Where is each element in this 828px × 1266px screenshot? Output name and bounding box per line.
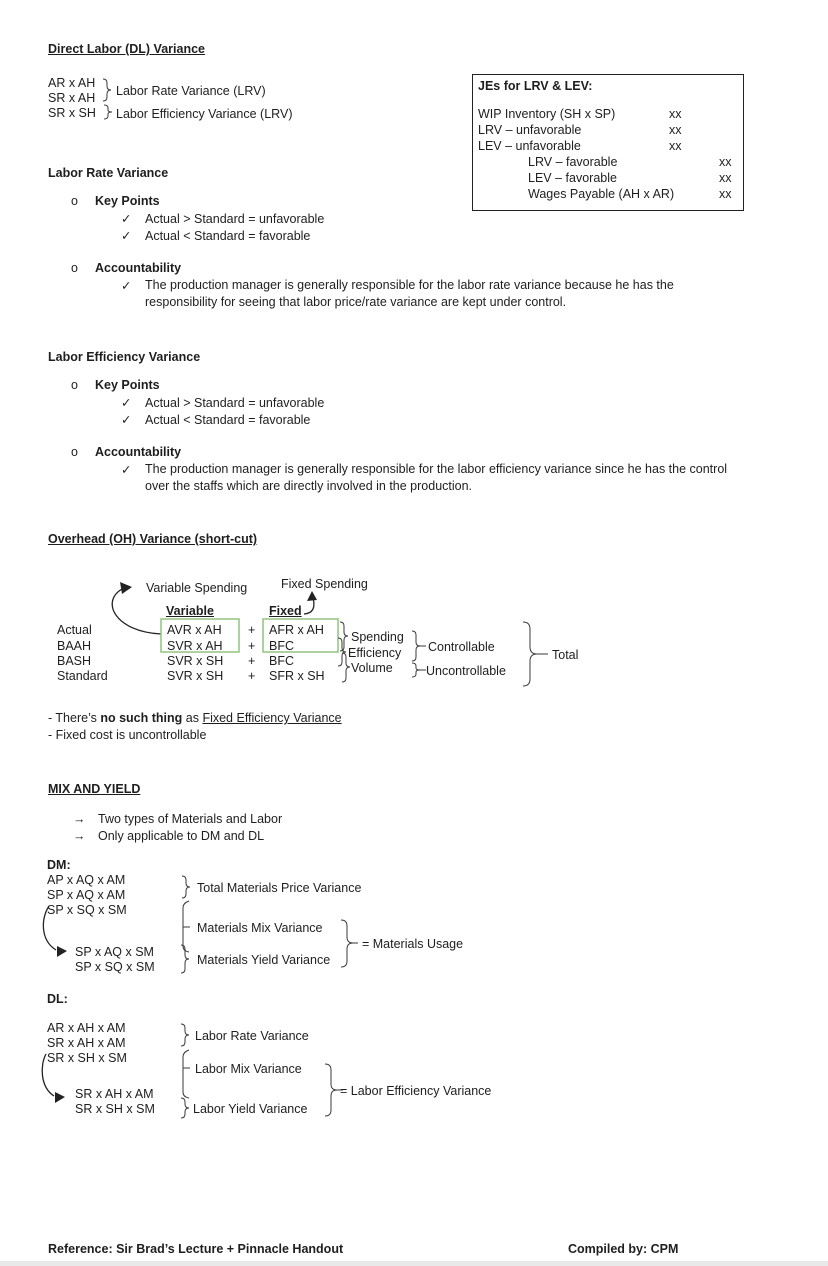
plus-sign: + — [248, 654, 256, 668]
page-bottom-edge — [0, 1261, 828, 1266]
oh-fixed-cell: BFC — [269, 654, 294, 668]
spending-variance-label: Spending — [351, 630, 404, 644]
note-line-2: - Fixed cost is uncontrollable — [48, 728, 207, 742]
oh-diagram-graphics — [40, 570, 560, 695]
dl-variance-braces — [98, 72, 122, 128]
accountability-title: Accountability — [95, 261, 182, 275]
dm-formula-row: AP x AQ x AM — [47, 873, 126, 887]
dl-formula-row-indented: SR x SH x SM — [75, 1102, 155, 1116]
efficiency-variance-label: Efficiency — [348, 646, 402, 660]
check-icon: ✓ — [121, 212, 132, 226]
dl-formula-row: AR x AH x AM — [47, 1021, 126, 1035]
je-account: LEV – unfavorable — [478, 139, 581, 153]
dl-formula-row: SR x SH — [48, 106, 96, 120]
oh-variable-cell: SVR x SH — [167, 654, 224, 668]
je-entry — [473, 187, 743, 201]
variable-spending-arrow — [112, 589, 161, 634]
brace-lev — [104, 105, 112, 119]
dl-variance-title: Direct Labor (DL) Variance — [48, 42, 205, 56]
lrv-label: Labor Rate Variance (LRV) — [116, 84, 266, 98]
materials-mix-variance-label: Materials Mix Variance — [197, 921, 323, 935]
lev-section-title: Labor Efficiency Variance — [48, 350, 201, 364]
brace-spending — [340, 622, 348, 651]
key-points-title: Key Points — [95, 378, 160, 392]
lev-label: Labor Efficiency Variance (LRV) — [116, 107, 293, 121]
note-text: as — [182, 711, 203, 725]
check-icon: ✓ — [121, 229, 132, 243]
bracket-materials-mix — [183, 901, 190, 952]
variable-spending-label: Variable Spending — [146, 581, 248, 595]
je-account: LRV – favorable — [528, 155, 618, 169]
brace-lrv — [103, 79, 111, 101]
dl-diagram-graphics — [40, 1015, 360, 1125]
brace-uncontrollable — [412, 663, 426, 677]
je-entry — [473, 171, 743, 185]
oh-row-label: BASH — [57, 654, 92, 668]
brace-labor-rate — [181, 1024, 189, 1046]
fixed-highlight-box — [263, 619, 338, 652]
je-entry — [473, 155, 743, 169]
note-bold-text: no such thing — [100, 711, 183, 725]
check-icon: ✓ — [121, 279, 132, 293]
labor-efficiency-variance-label: = Labor Efficiency Variance — [340, 1084, 492, 1098]
je-debit: xx — [669, 123, 682, 137]
note-text: - There’s — [48, 711, 101, 725]
note-underline-text: Fixed Efficiency Variance — [202, 711, 342, 725]
mix-yield-bullet: Two types of Materials and Labor — [98, 812, 283, 826]
arrow-bullet-icon: → — [73, 812, 86, 826]
check-icon: ✓ — [121, 463, 132, 477]
accountability-title: Accountability — [95, 445, 182, 459]
je-box — [472, 74, 744, 211]
je-entry — [473, 123, 743, 137]
accountability-text: The production manager is generally responsible for the labor efficiency variance since he has the control — [145, 462, 728, 476]
volume-variance-label: Volume — [351, 661, 393, 675]
mix-yield-title: MIX AND YIELD — [48, 782, 141, 796]
je-debit: xx — [669, 107, 682, 121]
fixed-spending-label: Fixed Spending — [281, 577, 368, 591]
je-credit: xx — [719, 187, 732, 201]
brace-materials-usage — [341, 920, 358, 967]
lrv-section-title: Labor Rate Variance — [48, 166, 169, 180]
je-account: WIP Inventory (SH x SP) — [478, 107, 616, 121]
brace-total — [523, 622, 548, 686]
materials-usage-label: = Materials Usage — [362, 937, 464, 951]
dl-formula-row: SR x SH x SM — [47, 1051, 127, 1065]
brace-materials-yield — [181, 945, 189, 973]
je-account: Wages Payable (AH x AR) — [528, 187, 675, 201]
labor-rate-variance-label: Labor Rate Variance — [195, 1029, 309, 1043]
brace-volume — [342, 653, 350, 682]
oh-row-label: BAAH — [57, 639, 92, 653]
circle-bullet: o — [71, 194, 78, 208]
footer-compiled-by: Compiled by: CPM — [568, 1242, 679, 1256]
je-credit: xx — [719, 155, 732, 169]
key-point: Actual < Standard = favorable — [145, 229, 311, 243]
plus-sign: + — [248, 669, 256, 683]
accountability-text: over the staffs which are directly involved in the production. — [145, 479, 473, 493]
brace-efficiency — [338, 638, 346, 666]
plus-sign: + — [248, 639, 256, 653]
labor-mix-variance-label: Labor Mix Variance — [195, 1062, 302, 1076]
circle-bullet: o — [71, 378, 78, 392]
je-account: LRV – unfavorable — [478, 123, 582, 137]
dm-formula-row: SP x SQ x SM — [47, 903, 127, 917]
oh-fixed-cell: AFR x AH — [269, 623, 324, 637]
variable-column-header: Variable — [166, 604, 214, 618]
accountability-text: The production manager is generally responsible for the labor rate variance because he has the — [145, 278, 674, 292]
mix-yield-bullet: Only applicable to DM and DL — [98, 829, 265, 843]
oh-row-label: Standard — [57, 669, 108, 683]
total-label: Total — [552, 648, 579, 662]
brace-materials-price — [182, 876, 190, 898]
circle-bullet: o — [71, 261, 78, 275]
dm-formula-row: SP x AQ x AM — [47, 888, 126, 902]
key-point: Actual < Standard = favorable — [145, 413, 311, 427]
dm-title: DM: — [47, 858, 71, 872]
dl-arrowhead — [55, 1092, 65, 1103]
oh-variance-title: Overhead (OH) Variance (short-cut) — [48, 532, 258, 546]
je-credit: xx — [719, 171, 732, 185]
materials-yield-variance-label: Materials Yield Variance — [197, 953, 331, 967]
brace-labor-yield — [181, 1098, 189, 1118]
materials-price-variance-label: Total Materials Price Variance — [197, 881, 362, 895]
dm-diagram-graphics — [40, 870, 380, 980]
je-entry — [473, 139, 743, 153]
bracket-labor-mix — [183, 1050, 190, 1098]
dl-curved-arrow — [42, 1054, 54, 1096]
dl-formula-row-indented: SR x AH x AM — [75, 1087, 154, 1101]
plus-sign: + — [248, 623, 256, 637]
dm-arrowhead — [57, 946, 67, 957]
je-debit: xx — [669, 139, 682, 153]
controllable-label: Controllable — [428, 640, 495, 654]
check-icon: ✓ — [121, 396, 132, 410]
note-line-1 — [48, 711, 342, 725]
dm-formula-row-indented: SP x AQ x SM — [75, 945, 154, 959]
uncontrollable-label: Uncontrollable — [426, 664, 506, 678]
footer-reference: Reference: Sir Brad’s Lecture + Pinnacle Handout — [48, 1242, 344, 1256]
oh-fixed-cell: BFC — [269, 639, 294, 653]
key-point: Actual > Standard = unfavorable — [145, 212, 325, 226]
oh-variable-cell: AVR x AH — [167, 623, 222, 637]
oh-variable-cell: SVR x AH — [167, 639, 223, 653]
dl-title: DL: — [47, 992, 68, 1006]
accountability-text: responsibility for seeing that labor price/rate variance are kept under control. — [145, 295, 567, 309]
brace-labor-efficiency — [325, 1064, 343, 1116]
oh-row-label: Actual — [57, 623, 92, 637]
fixed-spending-arrowhead — [307, 591, 317, 601]
dm-curved-arrow — [43, 906, 56, 950]
je-account: LEV – favorable — [528, 171, 617, 185]
oh-fixed-cell: SFR x SH — [269, 669, 325, 683]
brace-controllable — [412, 631, 426, 661]
oh-variable-cell: SVR x SH — [167, 669, 224, 683]
key-point: Actual > Standard = unfavorable — [145, 396, 325, 410]
circle-bullet: o — [71, 445, 78, 459]
je-entry — [473, 107, 743, 121]
je-box-title: JEs for LRV & LEV: — [478, 79, 593, 93]
variable-spending-arrowhead — [120, 582, 132, 594]
fixed-column-header: Fixed — [269, 604, 302, 618]
dl-formula-row: AR x AH — [48, 76, 96, 90]
variable-highlight-box — [161, 619, 239, 652]
key-points-title: Key Points — [95, 194, 160, 208]
dl-formula-row: SR x AH x AM — [47, 1036, 126, 1050]
arrow-bullet-icon: → — [73, 829, 86, 843]
check-icon: ✓ — [121, 413, 132, 427]
labor-yield-variance-label: Labor Yield Variance — [193, 1102, 308, 1116]
dl-formula-row: SR x AH — [48, 91, 96, 105]
dm-formula-row-indented: SP x SQ x SM — [75, 960, 155, 974]
